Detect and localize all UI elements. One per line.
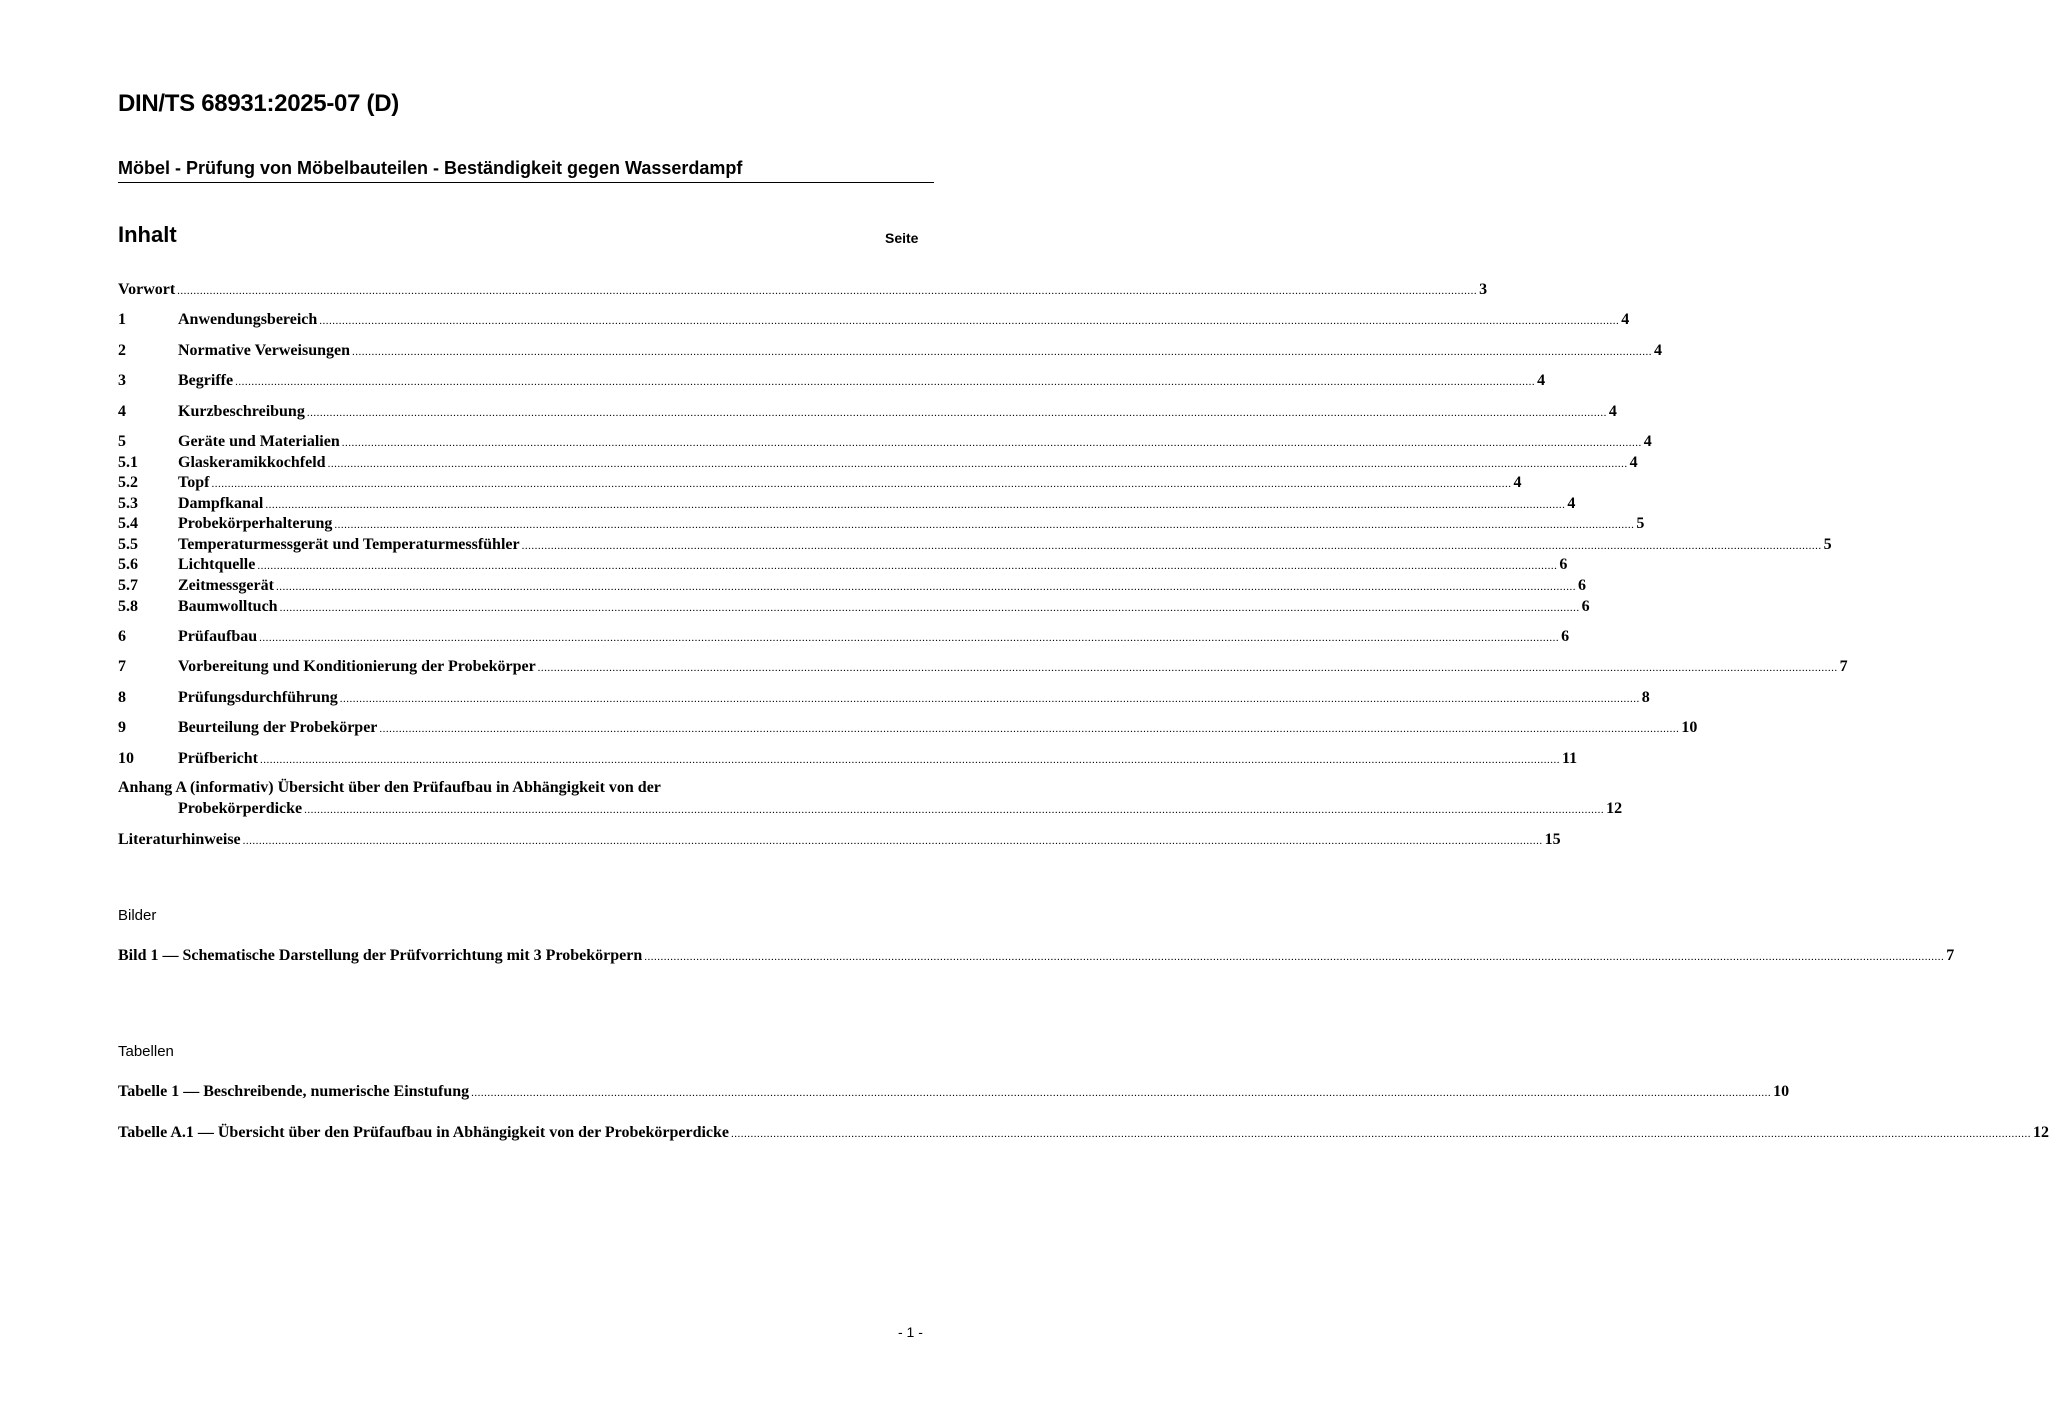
dot-leader: ................................................................................................................................................................................................................................................................................................................................................................................................................: [644, 951, 1945, 963]
dot-leader: ................................................................................................................................................................................................................................................................................................................................................................................................................: [306, 407, 1607, 419]
toc-entry-1[interactable]: [118, 311, 1630, 331]
toc-entry-title: Probekörperhalterung: [178, 515, 333, 532]
dot-leader: ................................................................................................................................................................................................................................................................................................................................................................................................................: [319, 315, 1620, 327]
toc-entry-title: Probekörperdicke: [178, 800, 303, 817]
dot-leader: ................................................................................................................................................................................................................................................................................................................................................................................................................: [537, 662, 1838, 674]
toc-entry-9[interactable]: [118, 719, 1698, 739]
toc-entry-5-2[interactable]: [118, 474, 1522, 494]
figures-heading: Bilder: [118, 907, 157, 924]
dot-leader: ................................................................................................................................................................................................................................................................................................................................................................................................................: [334, 519, 1635, 531]
toc-entry-page: 5: [1823, 536, 1832, 553]
toc-entry-number: 5.2: [118, 474, 138, 491]
toc-entry-number: 5.3: [118, 495, 138, 512]
toc-entry-title: Glaskeramikkochfeld: [178, 454, 326, 471]
toc-entry-page: 6: [1559, 556, 1568, 573]
dot-leader: ................................................................................................................................................................................................................................................................................................................................................................................................................: [471, 1087, 1772, 1099]
toc-entry-5-7[interactable]: [118, 577, 1586, 597]
dot-leader: ................................................................................................................................................................................................................................................................................................................................................................................................................: [257, 560, 1558, 572]
dot-leader: ................................................................................................................................................................................................................................................................................................................................................................................................................: [327, 458, 1628, 470]
toc-entry-number: 5.7: [118, 577, 138, 594]
page-column-label: Seite: [885, 230, 919, 246]
toc-entry-title: Literaturhinweise: [118, 831, 241, 848]
table-entry-1[interactable]: [118, 1083, 1790, 1103]
dot-leader: ................................................................................................................................................................................................................................................................................................................................................................................................................: [521, 540, 1822, 552]
dot-leader: ................................................................................................................................................................................................................................................................................................................................................................................................................: [379, 723, 1680, 735]
toc-entry-5-6[interactable]: [118, 556, 1568, 576]
toc-entry-title: Temperaturmessgerät und Temperaturmessfühler: [178, 536, 520, 553]
toc-entry-number: 9: [118, 719, 126, 736]
toc-entry-page: 3: [1479, 281, 1488, 298]
toc-entry-page: 4: [1653, 342, 1662, 359]
toc-entry-page: 10: [1681, 719, 1698, 736]
toc-entry-number: 4: [118, 403, 126, 420]
toc-heading: Inhalt: [118, 222, 177, 247]
toc-entry-number: 2: [118, 342, 126, 359]
toc-entry-number: 5.4: [118, 515, 138, 532]
dot-leader: ................................................................................................................................................................................................................................................................................................................................................................................................................: [304, 804, 1605, 816]
toc-entry-annex-a[interactable]: [118, 800, 1623, 820]
toc-entry-page: 4: [1567, 495, 1576, 512]
dot-leader: ................................................................................................................................................................................................................................................................................................................................................................................................................: [275, 581, 1576, 593]
toc-entry-title: Lichtquelle: [178, 556, 256, 573]
dot-leader: ................................................................................................................................................................................................................................................................................................................................................................................................................: [242, 835, 1543, 847]
toc-entry-title: Zeitmessgerät: [178, 577, 274, 594]
toc-entry-number: 5.8: [118, 598, 138, 615]
toc-entry-page: 15: [1544, 831, 1561, 848]
toc-entry-7[interactable]: [118, 658, 1848, 678]
toc-entry-5-8[interactable]: [118, 598, 1590, 618]
toc-entry-page: 12: [1606, 800, 1623, 817]
toc-entry-5-1[interactable]: [118, 454, 1638, 474]
document-title: Möbel - Prüfung von Möbelbauteilen - Beständigkeit gegen Wasserdampf: [118, 158, 934, 183]
figure-entry-page: 7: [1946, 947, 1955, 964]
toc-entry-4[interactable]: [118, 403, 1617, 423]
toc-entry-title: Prüfaufbau: [178, 628, 258, 645]
toc-entry-6[interactable]: [118, 628, 1570, 648]
table-entry-a1[interactable]: [118, 1124, 2049, 1144]
dot-leader: ................................................................................................................................................................................................................................................................................................................................................................................................................: [235, 376, 1536, 388]
toc-entry-number: 1: [118, 311, 126, 328]
page-number: - 1 -: [898, 1324, 923, 1340]
toc-entry-title: Baumwolltuch: [178, 598, 278, 615]
document-id: DIN/TS 68931:2025-07 (D): [118, 90, 399, 117]
table-entry-page: 12: [2033, 1124, 2049, 1141]
toc-entry-page: 6: [1581, 598, 1590, 615]
tables-heading: Tabellen: [118, 1043, 174, 1060]
toc-entry-title: Geräte und Materialien: [178, 433, 340, 450]
toc-entry-page: 5: [1636, 515, 1645, 532]
toc-entry-number: 7: [118, 658, 126, 675]
dot-leader: ................................................................................................................................................................................................................................................................................................................................................................................................................: [341, 437, 1642, 449]
toc-entry-title: Prüfungsdurchführung: [178, 689, 338, 706]
dot-leader: ................................................................................................................................................................................................................................................................................................................................................................................................................: [259, 632, 1560, 644]
toc-entry-literature[interactable]: [118, 831, 1561, 851]
toc-entry-page: 4: [1513, 474, 1522, 491]
toc-entry-page: 4: [1643, 433, 1652, 450]
toc-entry-page: 6: [1561, 628, 1570, 645]
toc-entry-5-3[interactable]: [118, 495, 1576, 515]
toc-entry-page: 4: [1537, 372, 1546, 389]
toc-entry-3[interactable]: [118, 372, 1546, 392]
figure-entry-title: Bild 1 — Schematische Darstellung der Prüfvorrichtung mit 3 Probekörpern: [118, 947, 643, 964]
toc-entry-number: 5.5: [118, 536, 138, 553]
toc-entry-title: Beurteilung der Probekörper: [178, 719, 378, 736]
dot-leader: ................................................................................................................................................................................................................................................................................................................................................................................................................: [177, 285, 1478, 297]
dot-leader: ................................................................................................................................................................................................................................................................................................................................................................................................................: [731, 1128, 2032, 1140]
toc-entry-title: Prüfbericht: [178, 750, 258, 767]
toc-entry-page: 7: [1839, 658, 1848, 675]
dot-leader: ................................................................................................................................................................................................................................................................................................................................................................................................................: [265, 499, 1566, 511]
dot-leader: ................................................................................................................................................................................................................................................................................................................................................................................................................: [259, 754, 1560, 766]
toc-entry-title: Vorbereitung und Konditionierung der Probekörper: [178, 658, 536, 675]
toc-entry-page: 4: [1608, 403, 1617, 420]
dot-leader: ................................................................................................................................................................................................................................................................................................................................................................................................................: [351, 346, 1652, 358]
toc-entry-2[interactable]: [118, 342, 1662, 362]
toc-entry-title: Vorwort: [118, 281, 176, 298]
toc-entry-number: 8: [118, 689, 126, 706]
toc-entry-title: Topf: [178, 474, 210, 491]
toc-entry-title: Anwendungsbereich: [178, 311, 318, 328]
toc-entry-title: Kurzbeschreibung: [178, 403, 305, 420]
toc-entry-8[interactable]: [118, 689, 1650, 709]
toc-entry-title: Begriffe: [178, 372, 234, 389]
toc-entry-number: 10: [118, 750, 134, 767]
toc-entry-page: 11: [1561, 750, 1578, 767]
toc-entry-5[interactable]: [118, 433, 1652, 453]
toc-entry-annex-a-line1[interactable]: Anhang A (informativ) Übersicht über den Prüfaufbau in Abhängigkeit von der: [118, 779, 661, 796]
dot-leader: ................................................................................................................................................................................................................................................................................................................................................................................................................: [211, 478, 1512, 490]
toc-entry-page: 4: [1621, 311, 1630, 328]
toc-entry-10[interactable]: [118, 750, 1578, 770]
toc-entry-page: 8: [1641, 689, 1650, 706]
toc-entry-page: 6: [1577, 577, 1586, 594]
toc-entry-5-4[interactable]: [118, 515, 1645, 535]
toc-entry-number: 5.6: [118, 556, 138, 573]
toc-entry-5-5[interactable]: [118, 536, 1832, 556]
toc-entry-number: 5: [118, 433, 126, 450]
table-entry-page: 10: [1773, 1083, 1790, 1100]
table-entry-title: Tabelle 1 — Beschreibende, numerische Einstufung: [118, 1083, 470, 1100]
toc-entry-vorwort[interactable]: [118, 281, 1488, 301]
table-entry-title: Tabelle A.1 — Übersicht über den Prüfaufbau in Abhängigkeit von der Probekörperdicke: [118, 1124, 730, 1141]
toc-entry-title: Dampfkanal: [178, 495, 264, 512]
toc-entry-number: 3: [118, 372, 126, 389]
dot-leader: ................................................................................................................................................................................................................................................................................................................................................................................................................: [279, 602, 1580, 614]
toc-entry-title: Normative Verweisungen: [178, 342, 350, 359]
dot-leader: ................................................................................................................................................................................................................................................................................................................................................................................................................: [339, 693, 1640, 705]
toc-entry-number: 6: [118, 628, 126, 645]
toc-entry-page: 4: [1629, 454, 1638, 471]
figure-entry-1[interactable]: [118, 947, 1955, 967]
toc-entry-number: 5.1: [118, 454, 138, 471]
